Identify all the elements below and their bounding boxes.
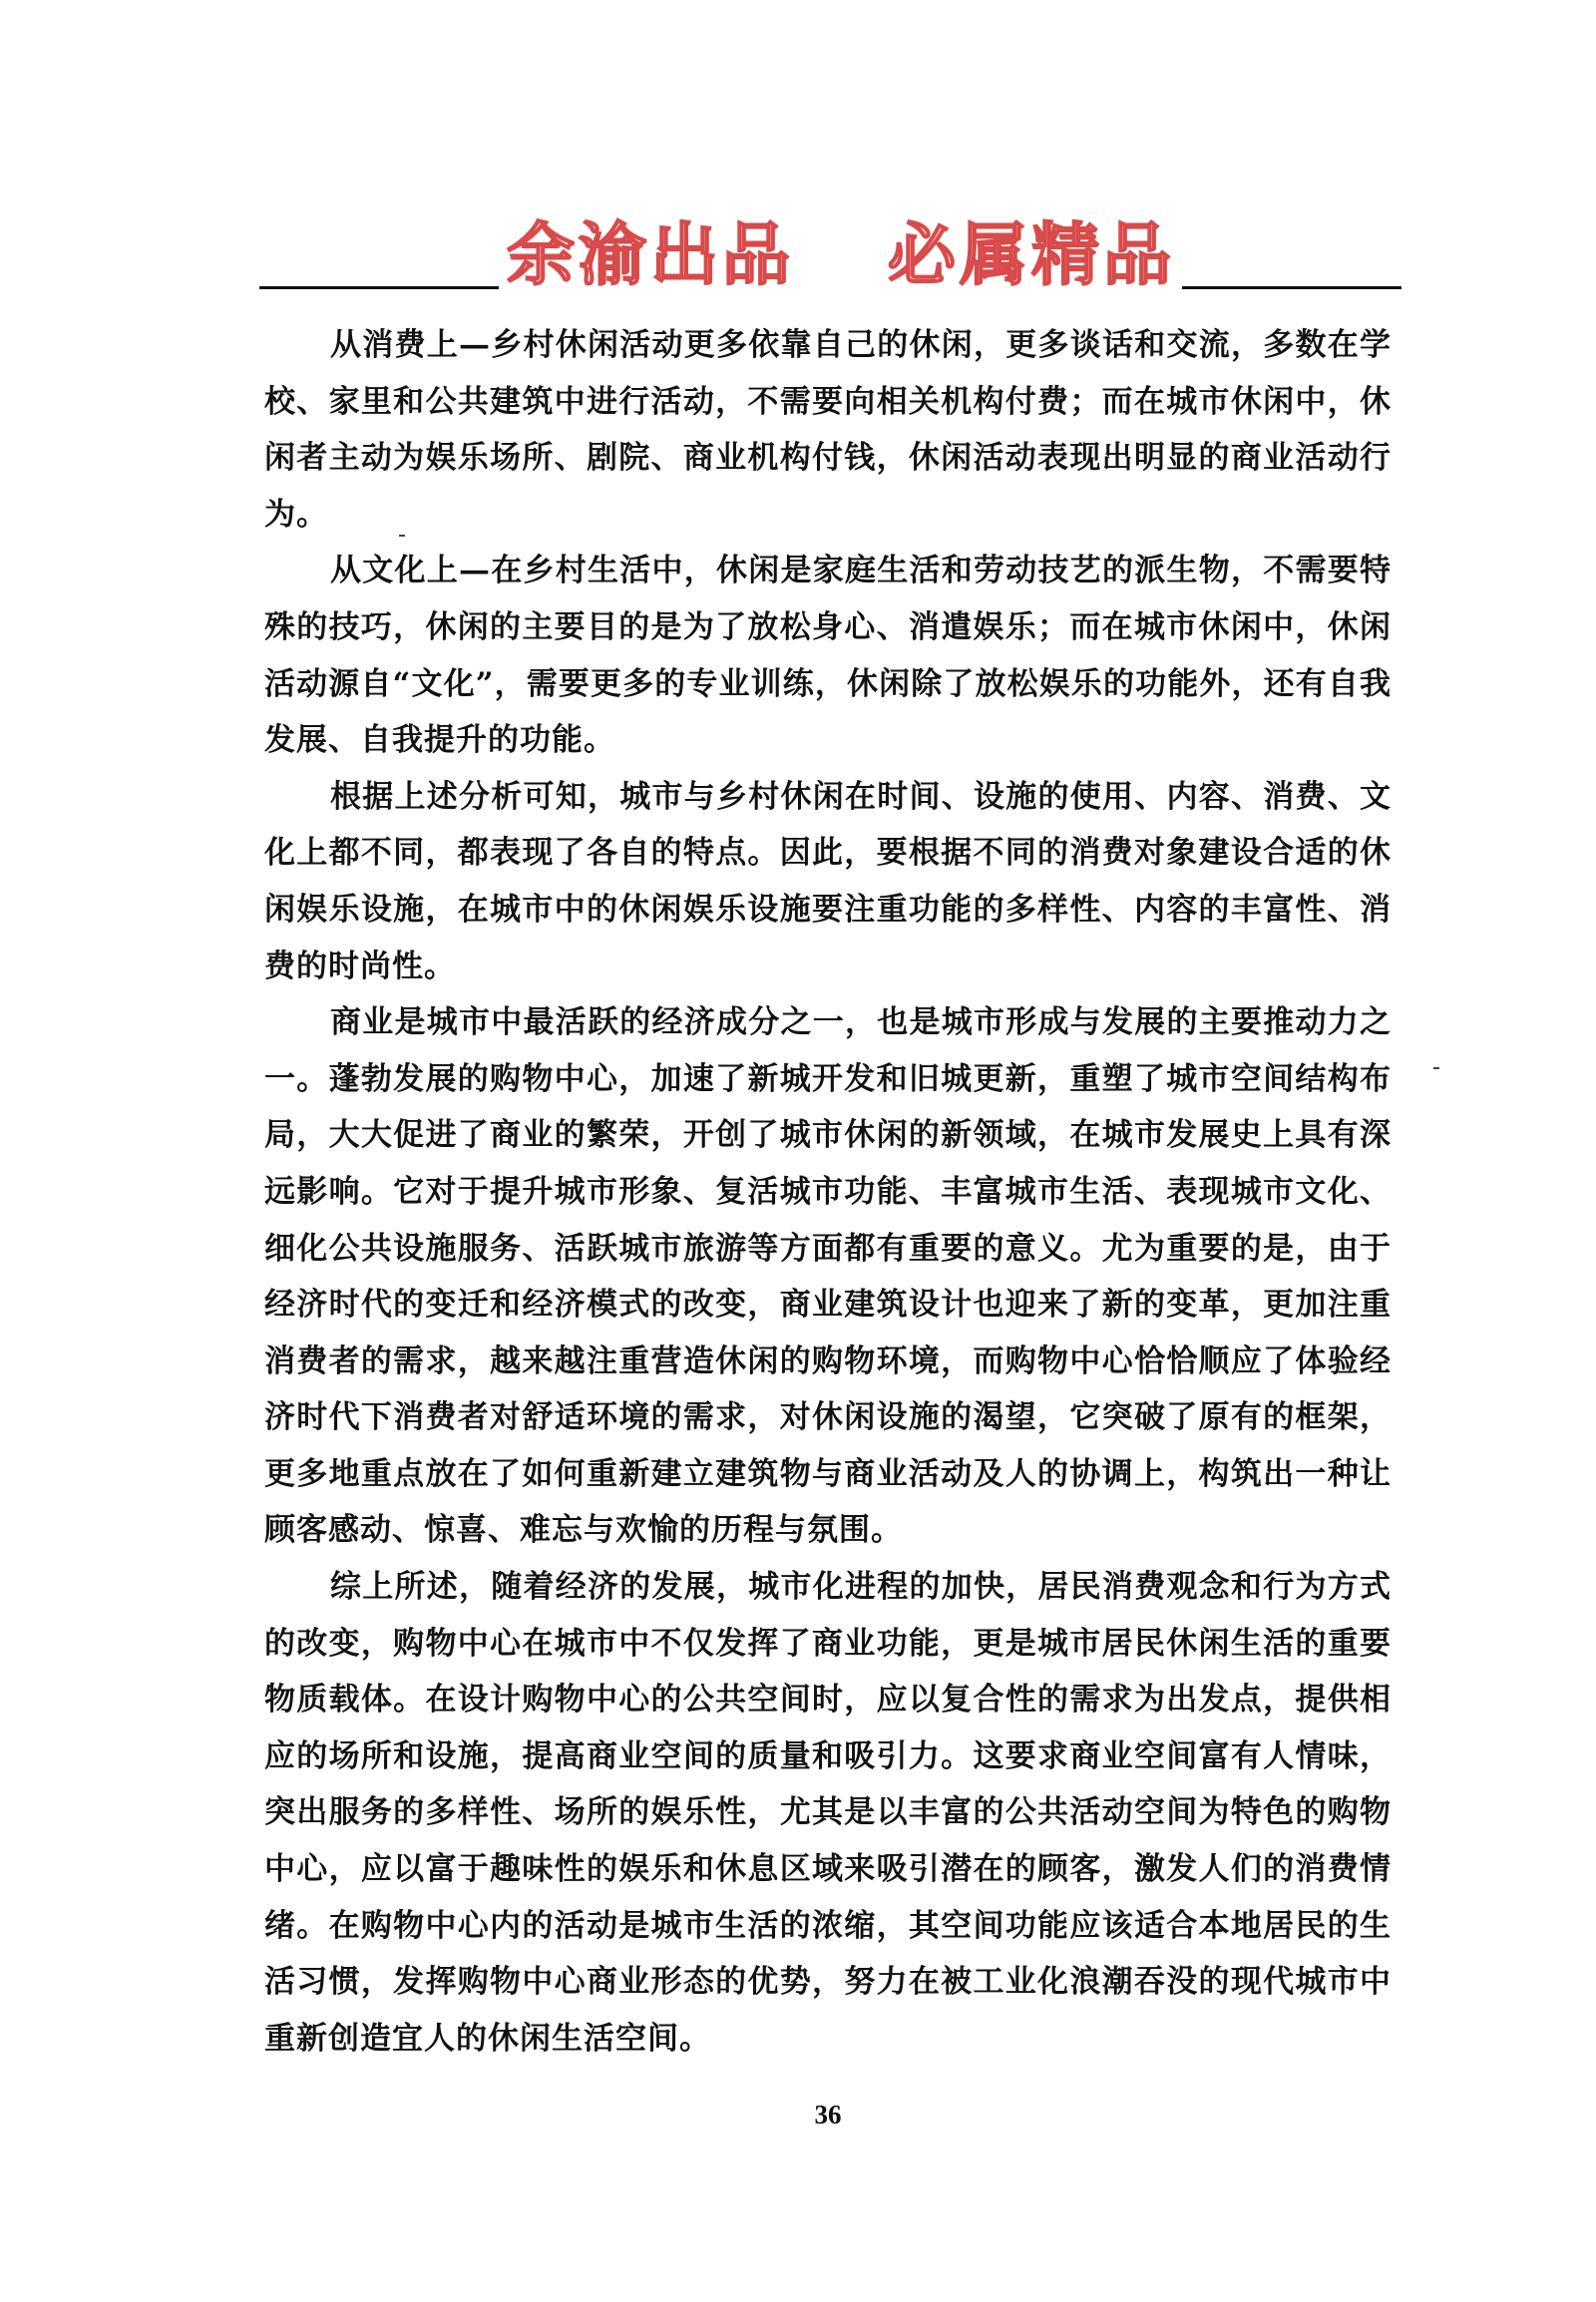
brand-text-right: 必属精品 [888, 216, 1176, 295]
scan-speck [399, 535, 405, 537]
paragraph-analysis: 根据上述分析可知，城市与乡村休闲在时间、设施的使用、内容、消费、文化上都不同，都表现了各自的特点。因此，要根据不同的消费对象建设合适的休闲娱乐设施，在城市中的休闲娱乐设施要注重功能的多样性、内容的丰富性、消费的时尚性。 [264, 778, 1392, 984]
paragraph-commerce: 商业是城市中最活跃的经济成分之一，也是城市形成与发展的主要推动力之一。蓬勃发展的购物中心，加速了新城开发和旧城更新，重塑了城市空间结构布局，大大促进了商业的繁荣，开创了城市休闲的新领域，在城市发展史上具有深远影响。它对于提升城市形象、复活城市功能、丰富城市生活、表现城市文化、细化公共设施服务、活跃城市旅游等方面都有重要的意义。尤为重要的是，由于经济时代的变迁和经济模式的改变，商业建筑设计也迎来了新的变革，更加注重消费者的需求，越来越注重营造休闲的购物环境，而购物中心恰恰顺应了体验经济时代下消费者对舒适环境的需求，对休闲设施的渴望，它突破了原有的框架，更多地重点放在了如何重新建立建筑物与商业活动及人的协调上，构筑出一种让顾客感动、惊喜、难忘与欢愉的历程与氛围。 [264, 1004, 1392, 1549]
paragraph-culture: 从文化上—在乡村生活中，休闲是家庭生活和劳动技艺的派生物，不需要特殊的技巧，休闲的主要目的是为了放松身心、消遣娱乐；而在城市休闲中，休闲活动源自“文化”，需要更多的专业训练，休闲除了放松娱乐的功能外，还有自我发展、自我提升的功能。 [264, 553, 1392, 759]
page-body [264, 317, 1392, 2067]
header-rule-left [259, 286, 499, 289]
paragraph-consumption: 从消费上—乡村休闲活动更多依靠自己的休闲，更多谈话和交流，多数在学校、家里和公共建筑中进行活动，不需要向相关机构付费；而在城市休闲中，休闲者主动为娱乐场所、剧院、商业机构付钱，休闲活动表现出明显的商业活动行为。 [264, 327, 1392, 533]
page-number: 36 [814, 2100, 842, 2129]
brand-text-left: 余渝出品 [507, 216, 795, 295]
scan-speck [1433, 1067, 1439, 1069]
header-rule-right [1182, 286, 1401, 289]
paragraph-summary: 综上所述，随着经济的发展，城市化进程的加快，居民消费观念和行为方式的改变，购物中心在城市中不仅发挥了商业功能，更是城市居民休闲生活的重要物质载体。在设计购物中心的公共空间时，应以复合性的需求为出发点，提供相应的场所和设施，提高商业空间的质量和吸引力。这要求商业空间富有人情味，突出服务的多样性、场所的娱乐性，尤其是以丰富的公共活动空间为特色的购物中心，应以富于趣味性的娱乐和休息区域来吸引潜在的顾客，激发人们的消费情绪。在购物中心内的活动是城市生活的浓缩，其空间功能应该适合本地居民的生活习惯，发挥购物中心商业形态的优势，努力在被工业化浪潮吞没的现代城市中重新创造宜人的休闲生活空间。 [264, 1569, 1392, 2057]
header-watermark [249, 204, 1396, 304]
